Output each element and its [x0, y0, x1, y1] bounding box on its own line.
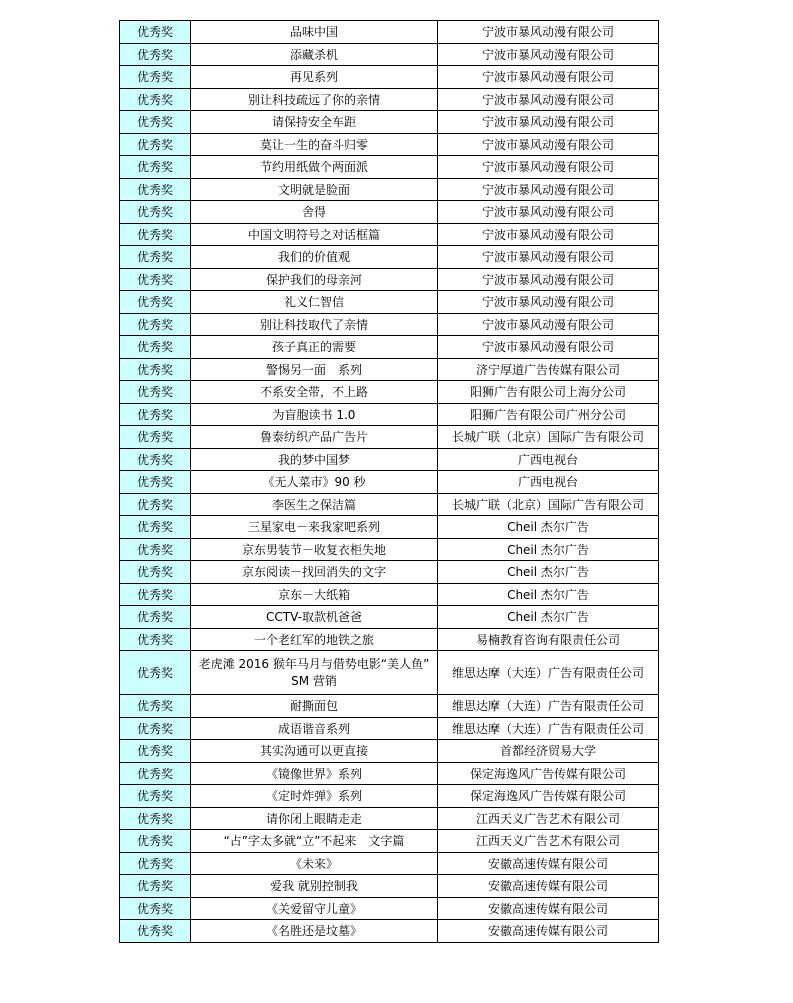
company-cell: 宁波市暴风动漫有限公司: [438, 223, 659, 246]
work-title-cell: 礼义仁智信: [191, 291, 438, 314]
work-title-cell: 《未来》: [191, 852, 438, 875]
award-cell: 优秀奖: [120, 178, 191, 201]
work-title-cell: 老虎滩 2016 猴年马月与借势电影“美人鱼” SM 营销: [191, 651, 438, 695]
company-cell: 宁波市暴风动漫有限公司: [438, 313, 659, 336]
table-row: [120, 762, 659, 785]
table-row: [120, 717, 659, 740]
work-title-cell: 京东男装节－收复衣柜失地: [191, 538, 438, 561]
award-cell: 优秀奖: [120, 628, 191, 651]
company-cell: 宁波市暴风动漫有限公司: [438, 291, 659, 314]
award-cell: 优秀奖: [120, 471, 191, 494]
award-cell: 优秀奖: [120, 403, 191, 426]
table-row: [120, 897, 659, 920]
company-cell: 宁波市暴风动漫有限公司: [438, 133, 659, 156]
company-cell: 江西天义广告艺术有限公司: [438, 830, 659, 853]
award-cell: 优秀奖: [120, 133, 191, 156]
table-row: [120, 920, 659, 943]
company-cell: Cheil 杰尔广告: [438, 606, 659, 629]
award-cell: 优秀奖: [120, 336, 191, 359]
table-row: [120, 403, 659, 426]
work-title-cell: 耐撕面包: [191, 695, 438, 718]
table-row: [120, 426, 659, 449]
award-cell: 优秀奖: [120, 785, 191, 808]
award-cell: 优秀奖: [120, 268, 191, 291]
award-cell: 优秀奖: [120, 762, 191, 785]
work-title-cell: 警惕另一面 系列: [191, 358, 438, 381]
table-row: [120, 111, 659, 134]
company-cell: 宁波市暴风动漫有限公司: [438, 156, 659, 179]
work-title-cell: 别让科技疏远了你的亲情: [191, 88, 438, 111]
award-cell: 优秀奖: [120, 223, 191, 246]
work-title-cell: 我们的价值观: [191, 246, 438, 269]
table-row: [120, 493, 659, 516]
company-cell: 维思达摩（大连）广告有限责任公司: [438, 695, 659, 718]
award-cell: 优秀奖: [120, 651, 191, 695]
award-cell: 优秀奖: [120, 516, 191, 539]
table-row: [120, 561, 659, 584]
award-cell: 优秀奖: [120, 695, 191, 718]
work-title-cell: 《定时炸弹》系列: [191, 785, 438, 808]
table-row: [120, 268, 659, 291]
work-title-cell: 舍得: [191, 201, 438, 224]
table-row: [120, 313, 659, 336]
table-row: [120, 66, 659, 89]
work-title-cell: 为盲胞读书 1.0: [191, 403, 438, 426]
work-title-cell: 品味中国: [191, 21, 438, 44]
award-cell: 优秀奖: [120, 381, 191, 404]
table-row: [120, 291, 659, 314]
company-cell: 江西天义广告艺术有限公司: [438, 807, 659, 830]
award-cell: 优秀奖: [120, 66, 191, 89]
award-cell: 优秀奖: [120, 830, 191, 853]
table-row: [120, 651, 659, 695]
award-cell: 优秀奖: [120, 561, 191, 584]
work-title-cell: 中国文明符号之对话框篇: [191, 223, 438, 246]
table-row: [120, 695, 659, 718]
award-cell: 优秀奖: [120, 156, 191, 179]
table-row: [120, 628, 659, 651]
work-title-cell: 成语谐音系列: [191, 717, 438, 740]
work-title-cell: 李医生之保洁篇: [191, 493, 438, 516]
awards-table: [119, 20, 659, 943]
table-row: [120, 875, 659, 898]
award-cell: 优秀奖: [120, 807, 191, 830]
award-cell: 优秀奖: [120, 358, 191, 381]
work-title-cell: 《名胜还是坟墓》: [191, 920, 438, 943]
work-title-cell: 请你闭上眼睛走走: [191, 807, 438, 830]
company-cell: 宁波市暴风动漫有限公司: [438, 246, 659, 269]
work-title-cell: 文明就是脸面: [191, 178, 438, 201]
award-cell: 优秀奖: [120, 740, 191, 763]
table-row: [120, 583, 659, 606]
table-row: [120, 336, 659, 359]
table-row: [120, 246, 659, 269]
company-cell: Cheil 杰尔广告: [438, 583, 659, 606]
award-cell: 优秀奖: [120, 717, 191, 740]
work-title-cell: 爱我 就别控制我: [191, 875, 438, 898]
table-row: [120, 807, 659, 830]
company-cell: 保定海逸风广告传媒有限公司: [438, 785, 659, 808]
work-title-cell: 孩子真正的需要: [191, 336, 438, 359]
award-cell: 优秀奖: [120, 920, 191, 943]
table-row: [120, 201, 659, 224]
work-title-cell: 添藏杀机: [191, 43, 438, 66]
work-title-cell: 别让科技取代了亲情: [191, 313, 438, 336]
company-cell: 阳狮广告有限公司上海分公司: [438, 381, 659, 404]
award-cell: 优秀奖: [120, 246, 191, 269]
company-cell: 安徽高速传媒有限公司: [438, 920, 659, 943]
award-cell: 优秀奖: [120, 606, 191, 629]
company-cell: 安徽高速传媒有限公司: [438, 875, 659, 898]
work-title-cell: 再见系列: [191, 66, 438, 89]
table-row: [120, 358, 659, 381]
work-title-cell: 鲁泰纺织产品广告片: [191, 426, 438, 449]
award-cell: 优秀奖: [120, 538, 191, 561]
award-cell: 优秀奖: [120, 313, 191, 336]
work-title-cell: 一个老红军的地铁之旅: [191, 628, 438, 651]
table-row: [120, 740, 659, 763]
company-cell: 安徽高速传媒有限公司: [438, 852, 659, 875]
company-cell: 济宁厚道广告传媒有限公司: [438, 358, 659, 381]
company-cell: 长城广联（北京）国际广告有限公司: [438, 426, 659, 449]
company-cell: 广西电视台: [438, 448, 659, 471]
work-title-cell: 保护我们的母亲河: [191, 268, 438, 291]
work-title-cell: 《关爱留守儿童》: [191, 897, 438, 920]
company-cell: 宁波市暴风动漫有限公司: [438, 88, 659, 111]
company-cell: 宁波市暴风动漫有限公司: [438, 201, 659, 224]
award-cell: 优秀奖: [120, 43, 191, 66]
company-cell: 宁波市暴风动漫有限公司: [438, 21, 659, 44]
work-title-cell: 其实沟通可以更直接: [191, 740, 438, 763]
award-cell: 优秀奖: [120, 583, 191, 606]
work-title-cell: 《无人菜市》90 秒: [191, 471, 438, 494]
table-row: [120, 43, 659, 66]
company-cell: 安徽高速传媒有限公司: [438, 897, 659, 920]
table-row: [120, 21, 659, 44]
award-cell: 优秀奖: [120, 897, 191, 920]
company-cell: Cheil 杰尔广告: [438, 561, 659, 584]
table-row: [120, 471, 659, 494]
work-title-cell: 节约用纸做个两面派: [191, 156, 438, 179]
company-cell: 维思达摩（大连）广告有限责任公司: [438, 717, 659, 740]
award-cell: 优秀奖: [120, 201, 191, 224]
work-title-cell: 《镜像世界》系列: [191, 762, 438, 785]
work-title-cell: CCTV-取款机爸爸: [191, 606, 438, 629]
table-row: [120, 448, 659, 471]
company-cell: Cheil 杰尔广告: [438, 538, 659, 561]
work-title-cell: “占”字太多就“立”不起来 文字篇: [191, 830, 438, 853]
company-cell: 宁波市暴风动漫有限公司: [438, 336, 659, 359]
awards-table-body: [120, 21, 659, 943]
table-row: [120, 830, 659, 853]
table-row: [120, 785, 659, 808]
company-cell: 广西电视台: [438, 471, 659, 494]
award-cell: 优秀奖: [120, 291, 191, 314]
work-title-cell: 请保持安全车距: [191, 111, 438, 134]
table-row: [120, 223, 659, 246]
company-cell: 长城广联（北京）国际广告有限公司: [438, 493, 659, 516]
table-row: [120, 381, 659, 404]
company-cell: 首都经济贸易大学: [438, 740, 659, 763]
award-cell: 优秀奖: [120, 21, 191, 44]
work-title-cell: 京东阅读－找回消失的文字: [191, 561, 438, 584]
table-row: [120, 178, 659, 201]
award-cell: 优秀奖: [120, 852, 191, 875]
table-row: [120, 133, 659, 156]
award-cell: 优秀奖: [120, 426, 191, 449]
company-cell: 维思达摩（大连）广告有限责任公司: [438, 651, 659, 695]
table-row: [120, 156, 659, 179]
company-cell: 保定海逸风广告传媒有限公司: [438, 762, 659, 785]
company-cell: 宁波市暴风动漫有限公司: [438, 178, 659, 201]
table-row: [120, 88, 659, 111]
table-row: [120, 516, 659, 539]
award-cell: 优秀奖: [120, 493, 191, 516]
award-cell: 优秀奖: [120, 875, 191, 898]
work-title-cell: 三星家电－来我家吧系列: [191, 516, 438, 539]
work-title-cell: 不系安全带，不上路: [191, 381, 438, 404]
award-cell: 优秀奖: [120, 88, 191, 111]
company-cell: Cheil 杰尔广告: [438, 516, 659, 539]
table-row: [120, 538, 659, 561]
table-row: [120, 852, 659, 875]
company-cell: 宁波市暴风动漫有限公司: [438, 111, 659, 134]
company-cell: 宁波市暴风动漫有限公司: [438, 43, 659, 66]
work-title-cell: 莫让一生的奋斗归零: [191, 133, 438, 156]
table-row: [120, 606, 659, 629]
award-cell: 优秀奖: [120, 448, 191, 471]
company-cell: 宁波市暴风动漫有限公司: [438, 66, 659, 89]
work-title-cell: 京东－大纸箱: [191, 583, 438, 606]
company-cell: 宁波市暴风动漫有限公司: [438, 268, 659, 291]
award-cell: 优秀奖: [120, 111, 191, 134]
work-title-cell: 我的梦中国梦: [191, 448, 438, 471]
company-cell: 阳狮广告有限公司广州分公司: [438, 403, 659, 426]
company-cell: 易楠教育咨询有限责任公司: [438, 628, 659, 651]
